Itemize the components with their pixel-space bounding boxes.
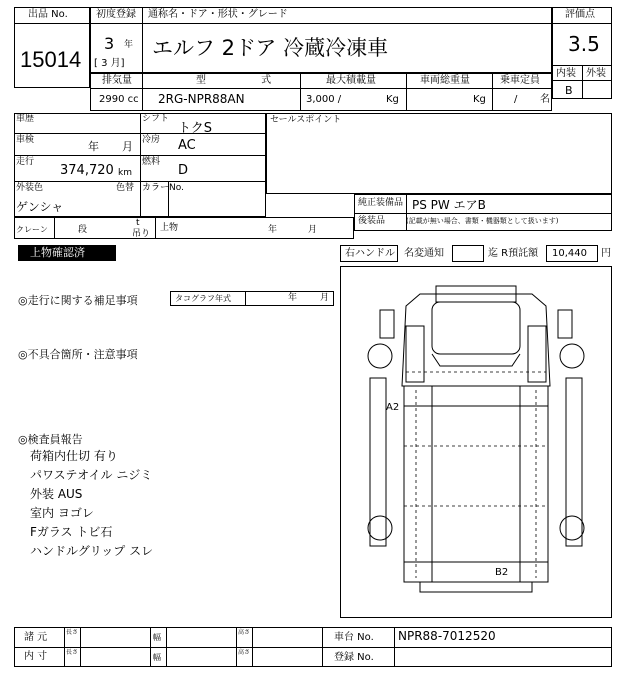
color-change-label: 色替 — [116, 183, 135, 193]
exterior-grade-label: 外装 — [586, 68, 606, 79]
height-label-1: 高さ — [238, 629, 251, 636]
name-change-box — [452, 245, 484, 262]
lot-number-label: 出品 No. — [28, 9, 68, 20]
fuel-label: 燃料 — [142, 157, 161, 167]
interior-grade-label: 内装 — [556, 68, 576, 79]
wheel-rear-right — [560, 516, 584, 540]
shift-value: トクS — [178, 121, 212, 136]
genuine-equipment-label: 純正装備品 — [358, 198, 404, 208]
model-label: 型 式 — [196, 75, 298, 86]
inspector-line-1: 荷箱内仕切 有り — [30, 449, 118, 463]
history-label: 車歴 — [16, 114, 35, 124]
right-door — [528, 326, 546, 382]
total-weight-unit: Kg — [473, 94, 486, 105]
cargo-box — [404, 386, 548, 582]
aftermarket-note: (記載が無い場合、書類・機器類として扱います) — [406, 217, 559, 225]
registration-number-label: 登録 No. — [334, 652, 374, 663]
length-label-1: 長さ — [66, 629, 79, 636]
upper-body-month: 月 — [308, 225, 318, 235]
supplement-label: ◎走行に関する補足事項 — [18, 294, 138, 307]
grade-label: 評価点 — [565, 9, 595, 20]
upper-body-year: 年 — [268, 225, 278, 235]
crane-ton-label: t — [136, 218, 140, 228]
chassis-number-value: NPR88-7012520 — [398, 629, 496, 643]
displacement-value: 2990 cc — [99, 94, 139, 105]
length-label-2: 長さ — [66, 649, 79, 656]
displacement-label: 排気量 — [102, 75, 132, 86]
tachograph-year: 年 — [288, 293, 298, 303]
max-load-value: 3,000 / — [306, 94, 342, 105]
right-handle-label: 右ハンドル — [345, 248, 395, 259]
max-load-label: 最大積載量 — [326, 75, 376, 86]
inspector-line-5: Fガラス トビ石 — [30, 525, 113, 539]
windshield-inner — [432, 302, 520, 354]
model-value: 2RG-NPR88AN — [158, 92, 245, 106]
crane-lift-label: 吊り — [132, 229, 151, 239]
vehicle-name: エルフ 2ドア 冷蔵冷凍車 — [152, 36, 389, 60]
wheel-front-left — [368, 344, 392, 368]
sales-point-label: セールスポイント — [270, 115, 342, 125]
damage-mark-b2: B2 — [495, 567, 509, 578]
left-rail — [370, 378, 386, 546]
right-mirror — [558, 310, 572, 338]
inspector-line-3: 外装 AUS — [30, 487, 83, 501]
mileage-unit: km — [118, 168, 132, 178]
inspector-report-label: ◎検査員報告 — [18, 433, 83, 446]
crane-label: クレーン — [16, 225, 48, 234]
specs-footer-label: 諸 元 — [24, 632, 48, 643]
total-weight-label: 車両総重量 — [420, 75, 470, 86]
first-registration-label: 初度登録 — [96, 9, 136, 20]
mileage-value: 374,720 — [60, 163, 114, 178]
capacity-label: 乗車定員 — [500, 75, 540, 86]
aftermarket-label: 後装品 — [358, 216, 386, 226]
deposit-label: 迄 R預託額 — [488, 248, 539, 259]
vehicle-name-label: 通称名・ドア・形状・グレード — [148, 9, 288, 20]
inspection-month: 月 — [122, 140, 133, 153]
exterior-color-value: ゲンシャ — [16, 200, 64, 214]
genuine-equipment-value: PS PW エアB — [412, 198, 486, 212]
deposit-value: 10,440 — [552, 248, 587, 259]
inspection-year: 年 — [88, 140, 99, 153]
shift-label: シフト — [142, 114, 170, 124]
tachograph-month: 月 — [320, 293, 330, 303]
lot-number: 15014 — [20, 47, 82, 72]
inspection-label: 車検 — [16, 135, 35, 145]
rear-bumper — [420, 582, 532, 592]
interior-grade-value: B — [565, 84, 573, 97]
name-change-label: 名変通知 — [404, 248, 444, 259]
inspector-line-2: パワステオイル ニジミ — [30, 468, 153, 482]
registration-year: 3 — [104, 34, 115, 53]
chassis-number-label: 車台 No. — [334, 632, 374, 643]
inner-dim-label: 内 寸 — [24, 651, 48, 662]
height-label-2: 高さ — [238, 649, 251, 656]
grade-value: 3.5 — [568, 32, 600, 56]
exterior-color-label: 外装色 — [16, 183, 44, 193]
width-label-1: 幅 — [153, 633, 161, 642]
max-load-unit: Kg — [386, 94, 399, 105]
left-door — [406, 326, 424, 382]
damage-mark-a2: A2 — [386, 402, 400, 413]
crane-row — [14, 217, 354, 239]
tachograph-label: タコグラフ年式 — [175, 294, 231, 303]
deposit-unit: 円 — [601, 248, 611, 259]
ac-label: 冷房 — [142, 135, 161, 145]
registration-month: [ 3 月] — [94, 58, 125, 69]
fuel-value: D — [178, 163, 189, 178]
inspector-line-4: 室内 ヨゴレ — [30, 506, 94, 520]
mileage-label: 走行 — [16, 157, 35, 167]
ac-value: AC — [178, 138, 196, 153]
width-label-2: 幅 — [153, 653, 161, 662]
truck-diagram — [340, 266, 612, 618]
hood — [432, 354, 520, 366]
color-number-label: カラーNo. — [142, 183, 184, 193]
registration-year-unit: 年 — [124, 40, 134, 50]
wheel-rear-left — [368, 516, 392, 540]
upper-body-label: 上物 — [160, 223, 179, 233]
inspector-line-6: ハンドルグリップ スレ — [30, 544, 154, 558]
wheel-front-right — [560, 344, 584, 368]
capacity-value: / — [514, 94, 518, 105]
left-mirror — [380, 310, 394, 338]
defects-label: ◎不具合箇所・注意事項 — [18, 348, 138, 361]
capacity-unit: 名 — [540, 94, 550, 105]
upper-confirmed-label: 上物確認済 — [30, 246, 85, 259]
right-rail — [566, 378, 582, 546]
crane-stage-label: 段 — [78, 225, 88, 235]
